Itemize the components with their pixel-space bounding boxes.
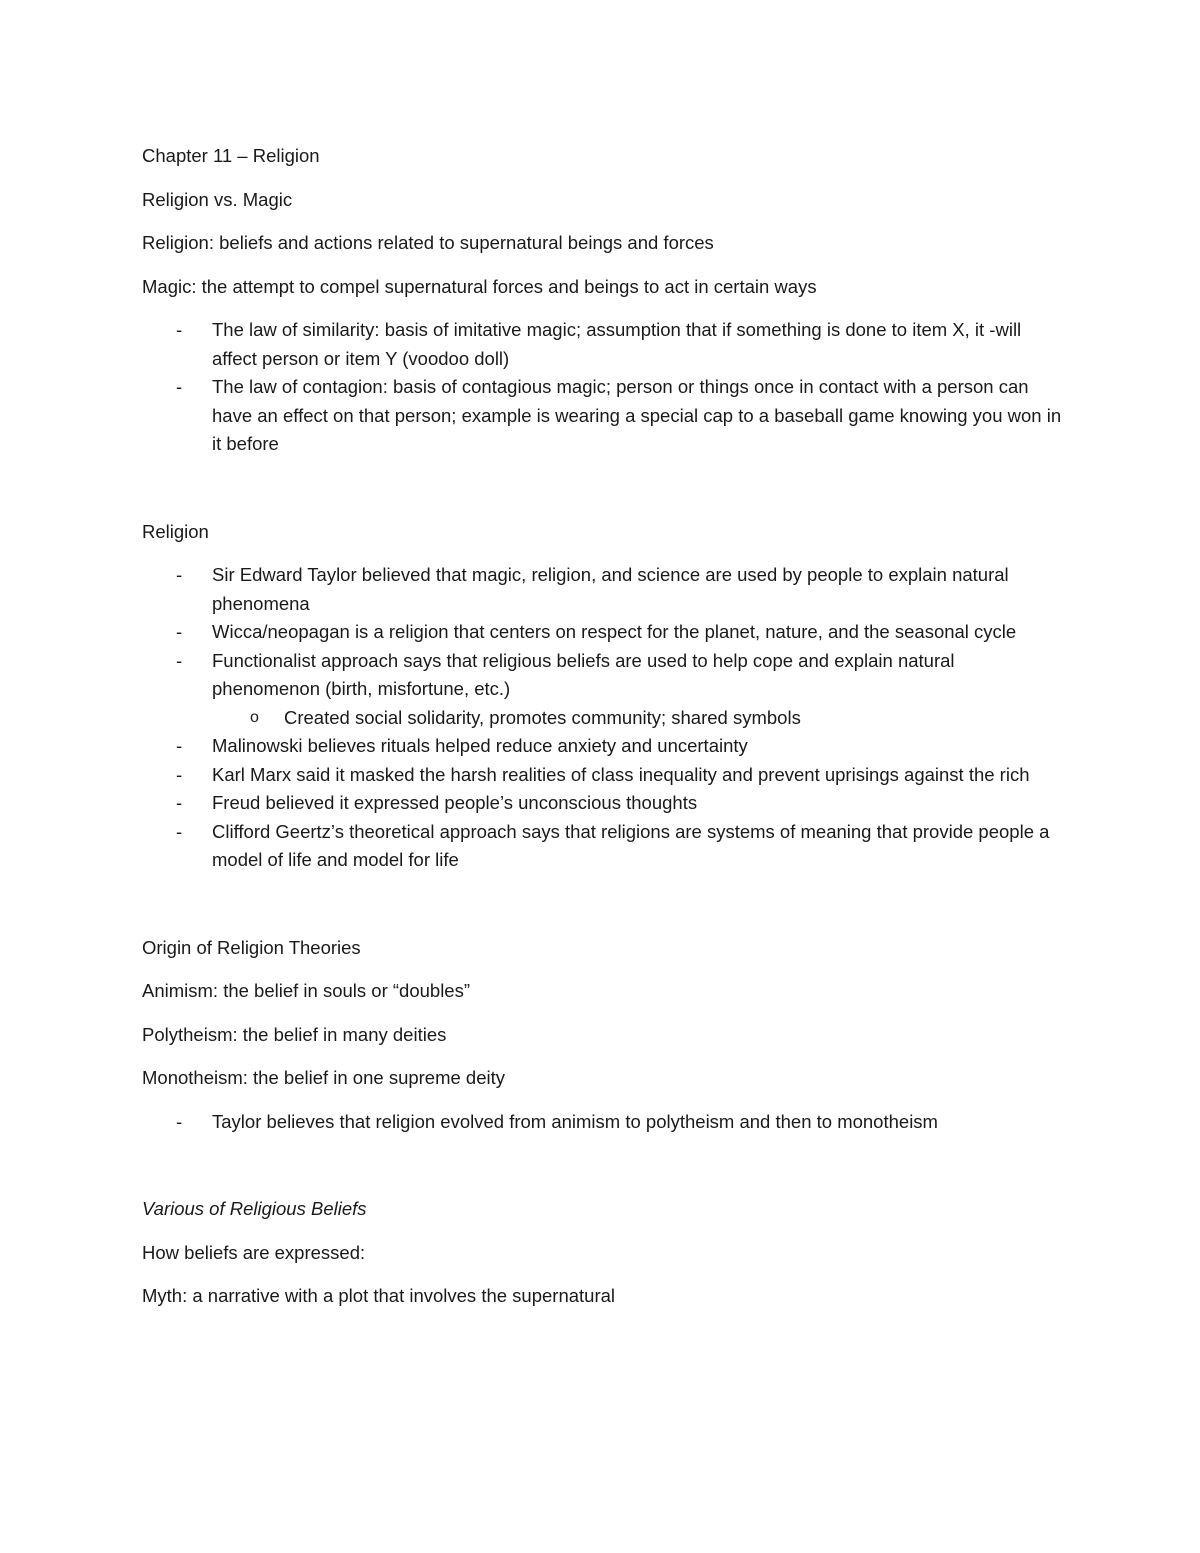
definition-monotheism: Monotheism: the belief in one supreme deity xyxy=(142,1067,506,1088)
sub-list-item-text: Created social solidarity, promotes community; shared symbols xyxy=(284,706,801,728)
dash-bullet: - xyxy=(176,763,183,785)
dash-bullet: - xyxy=(176,820,183,842)
definition-magic: Magic: the attempt to compel supernatural forces and beings to act in certain ways xyxy=(142,275,817,297)
dash-bullet: - xyxy=(176,621,183,642)
section-heading-religion-vs-magic: Religion vs. Magic xyxy=(142,188,293,210)
definition-myth: Myth: a narrative with a plot that involves the supernatural xyxy=(142,1285,616,1306)
spacer xyxy=(142,1136,1062,1180)
magic-laws-list xyxy=(142,316,1062,459)
dash-bullet: - xyxy=(176,564,183,585)
dash-bullet: - xyxy=(176,735,183,756)
list-item-text: The law of similarity: basis of imitative magic; assumption that if something is done to item X, it -will affect person or item Y (voodoo doll) xyxy=(212,319,1022,369)
list-item-text: Malinowski believes rituals helped reduce anxiety and uncertainty xyxy=(212,735,748,756)
dash-bullet: - xyxy=(176,649,183,671)
list-item xyxy=(142,1108,1062,1137)
list-item xyxy=(142,789,1062,818)
list-item-text: Functionalist approach says that religious beliefs are used to help cope and explain natural phenomenon (birth, misfortune, etc.) xyxy=(212,649,955,699)
list-item xyxy=(142,561,1062,618)
list-item xyxy=(142,316,1062,373)
list-item-text: Clifford Geertz’s theoretical approach says that religions are systems of meaning that provide people a model of life and model for life xyxy=(212,820,1050,870)
document-title: Chapter 11 – Religion xyxy=(142,145,320,166)
sub-list xyxy=(212,704,1062,733)
definition-animism: Animism: the belief in souls or “doubles” xyxy=(142,980,471,1001)
list-item-text: Wicca/neopagan is a religion that centers on respect for the planet, nature, and the seasonal cycle xyxy=(212,621,1017,642)
spacer xyxy=(142,459,1062,503)
section-heading-origin: Origin of Religion Theories xyxy=(142,936,361,958)
subheading-expressed: How beliefs are expressed: xyxy=(142,1241,366,1263)
section-heading-various-beliefs: Various of Religious Beliefs xyxy=(142,1198,367,1219)
list-item-text: Sir Edward Taylor believed that magic, religion, and science are used by people to explain natural phenomena xyxy=(212,564,1009,614)
dash-bullet: - xyxy=(176,376,183,397)
list-item xyxy=(142,818,1062,875)
dash-bullet: - xyxy=(176,319,183,340)
religion-theories-list xyxy=(142,561,1062,875)
list-item xyxy=(142,761,1062,790)
list-item xyxy=(142,618,1062,647)
list-item xyxy=(142,373,1062,459)
list-item xyxy=(142,647,1062,733)
circle-bullet: o xyxy=(250,708,259,726)
dash-bullet: - xyxy=(176,1110,183,1132)
definition-religion: Religion: beliefs and actions related to supernatural beings and forces xyxy=(142,232,714,253)
definition-polytheism: Polytheism: the belief in many deities xyxy=(142,1023,447,1045)
list-item xyxy=(142,732,1062,761)
sub-list-item xyxy=(212,704,1062,733)
list-item-text: The law of contagion: basis of contagious magic; person or things once in contact with a person can have an effect on that person; example is wearing a special cap to a baseball game knowing you won in it before xyxy=(212,376,1062,454)
section-heading-religion: Religion xyxy=(142,520,209,542)
evolution-list xyxy=(142,1108,1062,1137)
list-item-text: Freud believed it expressed people’s unconscious thoughts xyxy=(212,792,698,813)
document-body xyxy=(142,142,1062,1326)
dash-bullet: - xyxy=(176,792,183,813)
list-item-text: Karl Marx said it masked the harsh realities of class inequality and prevent uprisings against the rich xyxy=(212,763,1030,785)
list-item-text: Taylor believes that religion evolved from animism to polytheism and then to monotheism xyxy=(212,1110,938,1132)
spacer xyxy=(142,875,1062,919)
